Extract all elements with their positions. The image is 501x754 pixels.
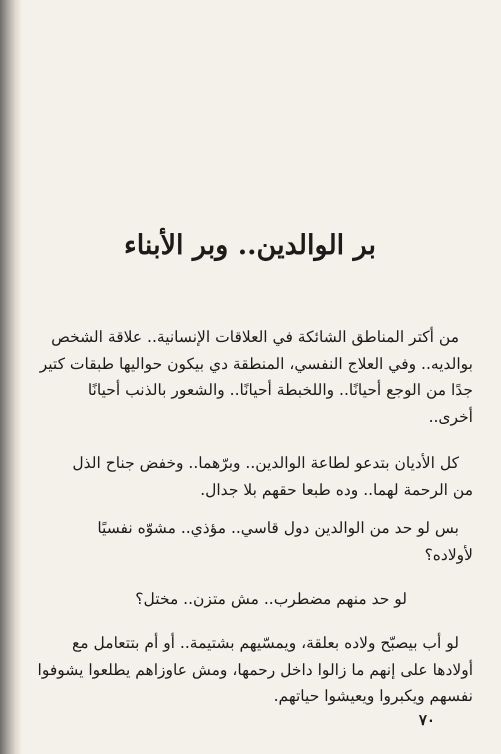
paragraph-2 xyxy=(3,450,473,503)
chapter-title: بر الوالدين.. وبر الأبناء xyxy=(124,230,376,261)
paragraph-line: بوالديه.. وفي العلاج النفسي، المنطقة دي بيكون حواليها طبقات كتير xyxy=(39,354,473,373)
paragraph-line: لو أب بيصبّح ولاده بعلقة، ويمسّيهم بشتيمة.. أو أم بتتعامل مع xyxy=(72,634,459,652)
paragraph-line: من الرحمة لهما.. وده طبعا حقهم بلا جدال. xyxy=(200,480,473,499)
paragraph-line: جدًا من الوجع أحيانًا.. واللخبطة أحيانًا.. والشعور بالذنب أحيانًا xyxy=(87,381,473,399)
paragraph-line: بس لو حد من الوالدين دول قاسي.. مؤذي.. مشوّه نفسيًا xyxy=(97,519,459,537)
paragraph-3 xyxy=(3,515,473,568)
paragraph-line: نفسهم ويكبروا ويعيشوا حياتهم. xyxy=(273,687,473,705)
paragraph-1 xyxy=(3,324,473,430)
paragraph-line: لأولاده؟ xyxy=(424,545,473,564)
page-number: ٧٠ xyxy=(418,711,435,729)
paragraph-line: كل الأديان بتدعو لطاعة الوالدين.. وبرّهما.. وخفض جناح الذل xyxy=(72,454,459,472)
paragraph-4 xyxy=(3,586,473,613)
paragraph-5 xyxy=(3,630,473,710)
paragraph-line: من أكتر المناطق الشائكة في العلاقات الإنسانية.. علاقة الشخص xyxy=(51,328,459,346)
paragraph-line: أولادها على إنهم ما زالوا داخل رحمها، ومش عاوزاهم يطلعوا يشوفوا xyxy=(37,660,473,679)
paragraph-line: لو حد منهم مضطرب.. مش متزن.. مختل؟ xyxy=(135,590,407,608)
paragraph-line: أخرى.. xyxy=(428,407,473,426)
